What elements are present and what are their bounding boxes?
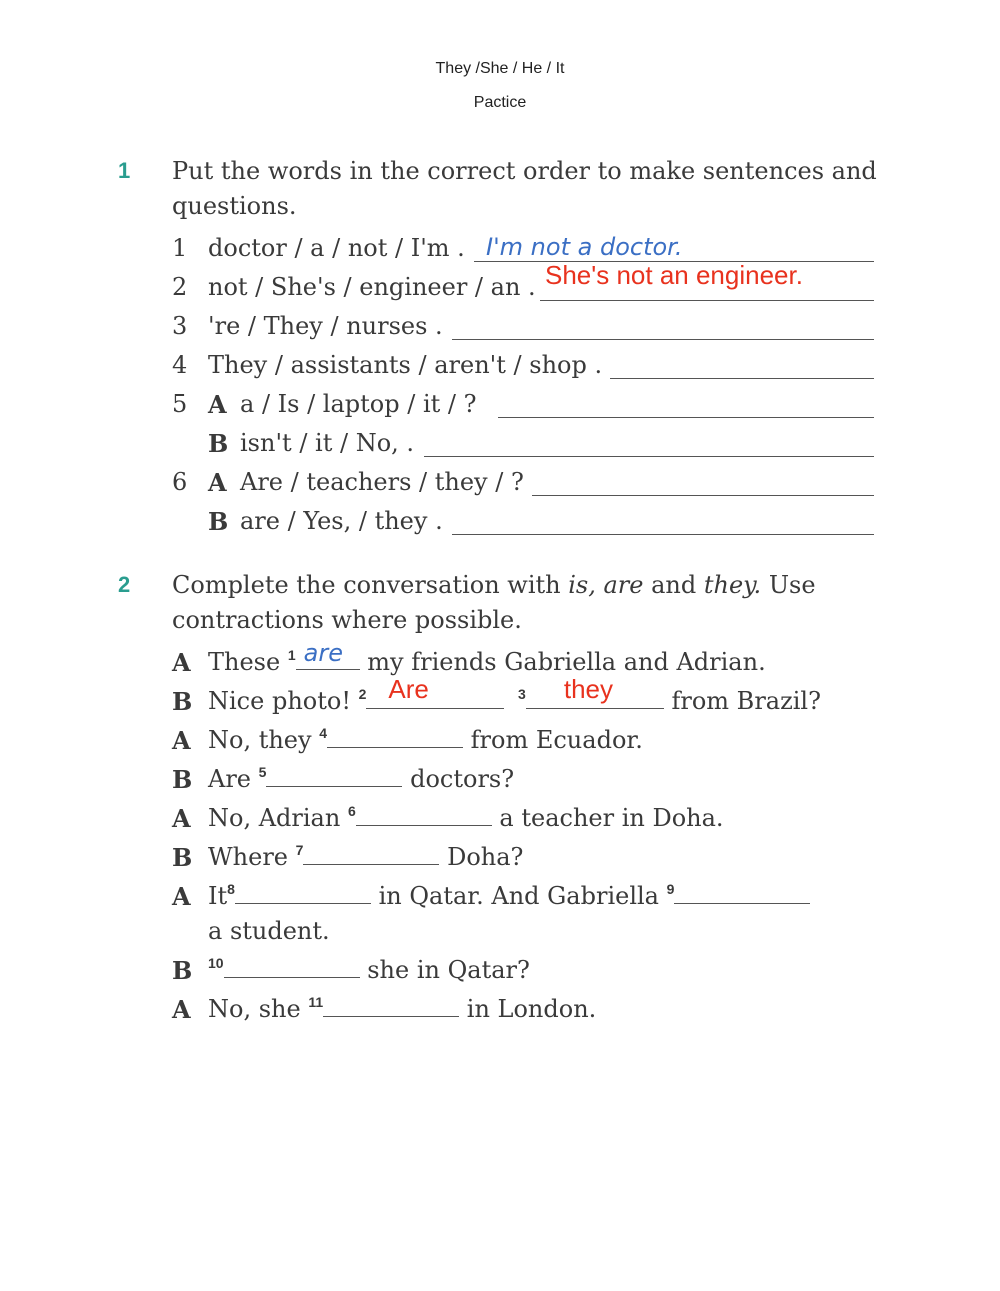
conv-text — [208, 843, 523, 871]
gap-number: 6 — [347, 803, 356, 819]
gap-answer-1[interactable]: are — [303, 639, 343, 667]
gap-blank-1[interactable] — [296, 639, 360, 670]
ex1-speaker-label: B — [208, 429, 229, 458]
conv-text — [208, 639, 766, 676]
gap-blank-6[interactable] — [356, 807, 492, 826]
instr-they: they. — [703, 571, 762, 599]
ex1-speaker-label: B — [208, 507, 229, 536]
conv-text-b: a teacher in Doha. — [499, 804, 724, 832]
ex1-item-number: 4 — [172, 351, 188, 379]
speaker-label: B — [172, 687, 193, 716]
ex1-item-prompt: not / She's / engineer / an . — [208, 273, 536, 301]
speaker-label: A — [172, 726, 191, 755]
conv-text-b: Doha? — [447, 843, 524, 871]
ex1-answer-line-5a[interactable] — [498, 417, 874, 418]
gap-blank-8[interactable] — [235, 885, 371, 904]
conv-text — [208, 765, 514, 793]
conv-text-b: my friends Gabriella and Adrian. — [367, 648, 766, 676]
conv-text-b: from Ecuador. — [470, 726, 643, 754]
speaker-label: A — [172, 648, 191, 677]
gap-blank-7[interactable] — [303, 846, 439, 865]
ex1-item-prompt: They / assistants / aren't / shop . — [208, 351, 603, 379]
conv-text — [208, 674, 821, 715]
speaker-label: A — [172, 995, 191, 1024]
gap-blank-3[interactable] — [526, 674, 664, 709]
ex1-item-prompt: a / Is / laptop / it / ? — [240, 390, 477, 418]
conv-text-b: she in Qatar? — [367, 956, 530, 984]
gap-answer-2[interactable]: Are — [388, 674, 429, 704]
gap-blank-5[interactable] — [266, 768, 402, 787]
gap-number: 1 — [287, 647, 296, 663]
gap-number: 5 — [258, 764, 267, 780]
speaker-label: B — [172, 956, 193, 985]
conv-text-b: in London. — [466, 995, 597, 1023]
ex1-item-prompt: Are / teachers / they / ? — [240, 468, 524, 496]
gap-number: 11 — [308, 994, 324, 1010]
conv-text — [208, 804, 724, 832]
conv-text-b: from Brazil? — [671, 687, 821, 715]
ex1-answer-2[interactable]: She's not an engineer. — [545, 260, 803, 290]
gap-blank-11[interactable] — [323, 998, 459, 1017]
ex1-item-number: 6 — [172, 468, 188, 496]
conv-text-a: No, she — [208, 995, 301, 1023]
gap-blank-10[interactable] — [224, 959, 360, 978]
page-subtitle: Pactice — [473, 94, 527, 111]
ex1-item-number: 1 — [172, 234, 188, 262]
conv-text-b: in Qatar. And Gabriella — [378, 882, 659, 910]
ex1-item-number: 2 — [172, 273, 188, 301]
ex1-item-prompt: are / Yes, / they . — [240, 507, 443, 535]
exercise-2-instruction-line2: contractions where possible. — [172, 606, 522, 634]
ex1-answer-line-2[interactable] — [540, 300, 874, 301]
instr-are: are — [603, 571, 644, 599]
gap-blank-2[interactable] — [366, 674, 504, 709]
speaker-label: A — [172, 804, 191, 833]
instr-and: and — [643, 571, 704, 599]
gap-number: 8 — [227, 881, 235, 897]
ex1-item-number: 3 — [172, 312, 188, 340]
ex1-answer-line-6b[interactable] — [452, 534, 874, 535]
conv-text-b: doctors? — [410, 765, 515, 793]
conv-text — [208, 995, 596, 1023]
conv-text-a: It — [208, 882, 228, 910]
instr-is: is, — [568, 571, 596, 599]
ex1-speaker-label: A — [208, 390, 227, 419]
conv-text-a: No, Adrian — [208, 804, 341, 832]
conv-text-a: Where — [208, 843, 289, 871]
gap-blank-9[interactable] — [674, 885, 810, 904]
ex1-item-prompt: isn't / it / No, . — [240, 429, 415, 457]
ex1-answer-line-6a[interactable] — [532, 495, 874, 496]
conv-text-a: These — [208, 648, 281, 676]
conv-text-a: No, they — [208, 726, 312, 754]
ex1-speaker-label: A — [208, 468, 227, 497]
gap-number: 4 — [319, 725, 328, 741]
conv-text — [208, 956, 530, 984]
gap-number: 7 — [295, 842, 304, 858]
exercise-2-instruction — [172, 568, 816, 638]
speaker-label: B — [172, 843, 193, 872]
speaker-label: B — [172, 765, 193, 794]
ex1-answer-line-4[interactable] — [610, 378, 874, 379]
ex1-item-number: 5 — [172, 390, 188, 418]
instr-text: Complete the conversation with — [172, 571, 569, 599]
speaker-label: A — [172, 882, 191, 911]
conv-text: a student. — [208, 917, 330, 945]
gap-number: 2 — [358, 686, 367, 702]
ex1-answer-line-3[interactable] — [452, 339, 874, 340]
gap-number: 10 — [208, 955, 224, 971]
exercise-1-instruction-line2: questions. — [172, 192, 297, 220]
conv-text-a: Are — [208, 765, 252, 793]
gap-answer-3[interactable]: they — [563, 674, 613, 704]
exercise-1-number: 1 — [118, 158, 131, 183]
conv-text-a: Nice photo! — [208, 687, 351, 715]
gap-blank-4[interactable] — [327, 729, 463, 748]
conv-text — [208, 882, 810, 910]
exercise-2-number: 2 — [118, 572, 131, 597]
gap-number: 9 — [666, 881, 675, 897]
exercise-2-instruction-line1 — [172, 568, 816, 603]
ex1-answer-line-5b[interactable] — [424, 456, 874, 457]
ex1-item-prompt: 're / They / nurses . — [208, 312, 443, 340]
gap-number: 3 — [518, 686, 526, 702]
conv-text — [208, 726, 643, 754]
ex1-answer-1[interactable]: I'm not a doctor. — [486, 233, 683, 261]
ex1-item-prompt: doctor / a / not / I'm . — [208, 234, 465, 262]
instr-use: Use — [761, 571, 816, 599]
page-title: They /She / He / It — [435, 60, 565, 77]
exercise-1-instruction — [172, 154, 877, 224]
exercise-1-instruction-line1: Put the words in the correct order to make sentences and — [172, 157, 877, 185]
